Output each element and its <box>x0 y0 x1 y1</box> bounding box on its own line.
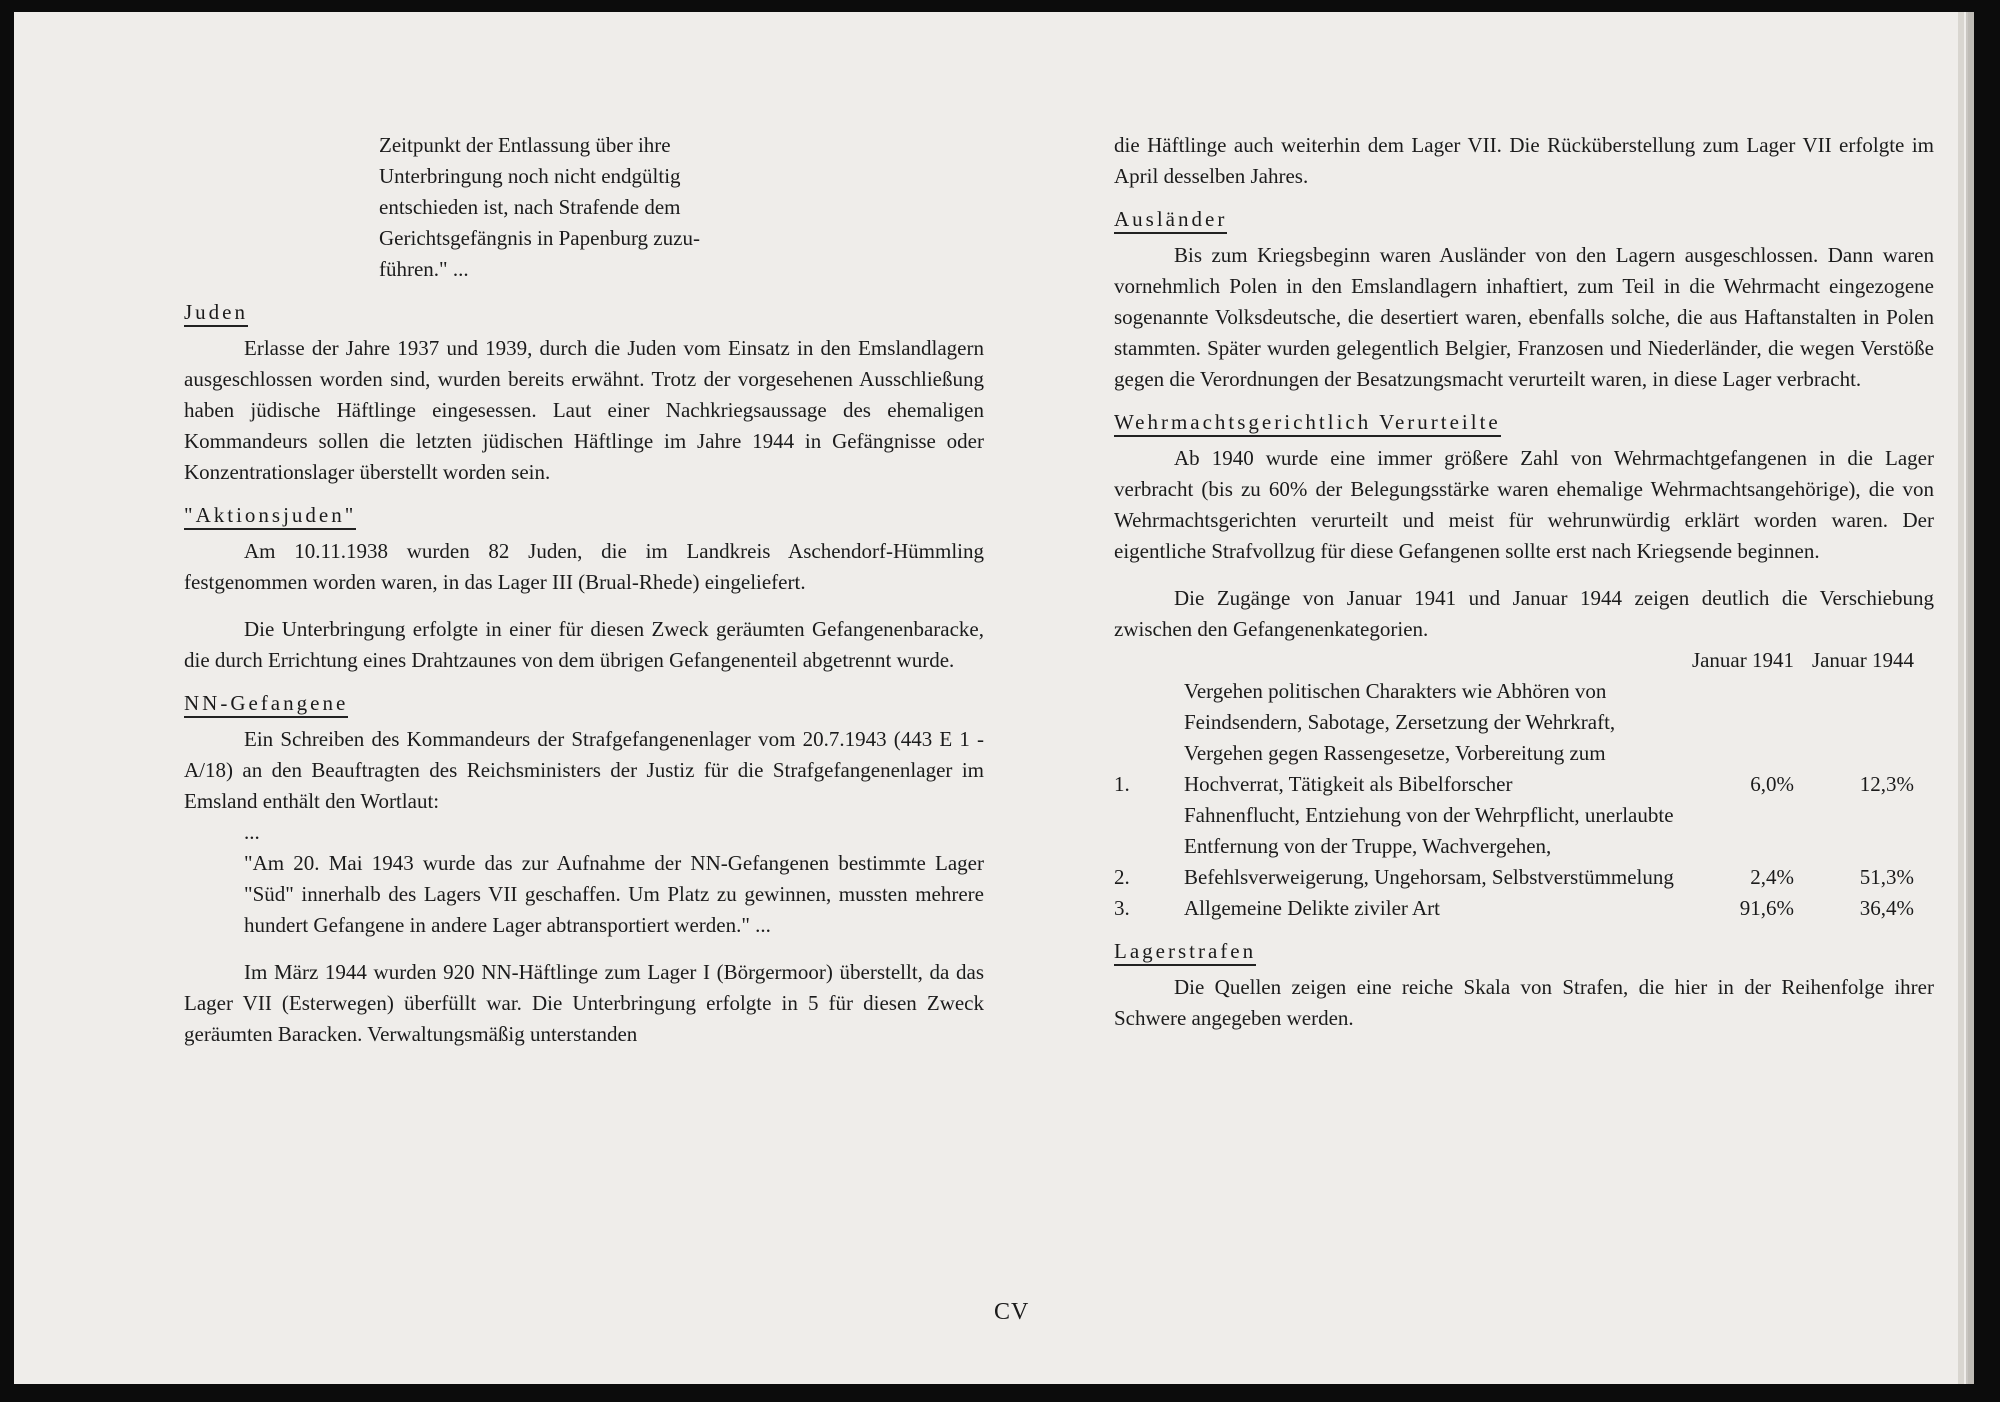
row-value-1941: 2,4% <box>1750 865 1794 889</box>
intro-line: entschieden ist, nach Strafende dem <box>379 195 681 219</box>
row-description: Vergehen politischen Charakters wie Abhören von Feindsendern, Sabotage, Zersetzung der Wehrkraft, Vergehen gegen Rassengesetze, Vorbereitung zum Hochverrat, Tätigkeit als Bibelforscher <box>1184 679 1616 796</box>
statistics-table <box>1114 645 1914 924</box>
page-number: CV <box>994 1299 1030 1325</box>
heading-wehrmacht: Wehrmachtsgerichtlich Verurteilte <box>1114 409 1501 437</box>
row-description: Fahnenflucht, Entziehung von der Wehrpflicht, unerlaubte Entfernung von der Truppe, Wachvergehen, Befehlsverweigerung, Ungehorsam, Selbstverstümmelung <box>1184 803 1674 889</box>
intro-line: Gerichtsgefängnis in Papenburg zuzu- <box>379 226 700 250</box>
aktionsjuden-paragraph-1: Am 10.11.1938 wurden 82 Juden, die im Landkreis Aschendorf-Hümmling festgenommen worden waren, in das Lager III (Brual-Rhede) eingeliefert. <box>184 539 984 594</box>
auslaender-paragraph: Bis zum Kriegsbeginn waren Ausländer von den Lagern ausgeschlossen. Dann waren vornehmlich Polen in den Emslandlagern inhaftiert, zum Teil in die Wehrmacht eingezogene sogenannte Volksdeutsche, die desertiert waren, ebenfalls solche, die aus Haftanstalten in Polen stammten. Später wurden gelegentlich Belgier, Franzosen und Niederländer, die wegen Verstöße gegen die Verordnungen der Besatzungsmacht verurteilt waren, in diese Lager verbracht. <box>1114 243 1934 391</box>
lagerstrafen-paragraph: Die Quellen zeigen eine reiche Skala von Strafen, die hier in der Reihenfolge ihrer Schwere angegeben werden. <box>1114 975 1934 1030</box>
intro-line: Zeitpunkt der Entlassung über ihre <box>379 133 671 157</box>
heading-aktionsjuden: "Aktionsjuden" <box>184 502 356 530</box>
table-row <box>1114 893 1914 924</box>
intro-quote <box>184 130 984 285</box>
intro-line: führen." ... <box>379 257 469 281</box>
heading-lagerstrafen: Lagerstrafen <box>1114 938 1256 966</box>
row-number: 2. <box>1114 865 1130 889</box>
wehrmacht-paragraph-2: Die Zugänge von Januar 1941 und Januar 1944 zeigen deutlich die Verschiebung zwischen den Gefangenenkategorien. <box>1114 586 1934 641</box>
table-row <box>1114 676 1914 800</box>
document-page <box>14 12 1969 1384</box>
aktionsjuden-paragraph-2: Die Unterbringung erfolgte in einer für diesen Zweck geräumten Gefangenenbaracke, die durch Errichtung eines Drahtzaunes von dem übrigen Gefangenenteil abgetrennt wurde. <box>184 617 984 672</box>
page-edge <box>1958 12 1964 1384</box>
continuation-paragraph: die Häftlinge auch weiterhin dem Lager VII. Die Rücküberstellung zum Lager VII erfolgte im April desselben Jahres. <box>1114 133 1934 188</box>
nn-quote: "Am 20. Mai 1943 wurde das zur Aufnahme der NN-Gefangenen bestimmte Lager "Süd" innerhalb des Lagers VII geschaffen. Um Platz zu gewinnen, mussten mehrere hundert Gefangene in andere Lager abtransportiert werden." ... <box>244 851 984 937</box>
page-edge <box>1968 12 1974 1384</box>
right-column <box>1114 130 1934 1034</box>
heading-juden: Juden <box>184 299 248 327</box>
row-value-1941: 6,0% <box>1750 772 1794 796</box>
row-number: 1. <box>1114 772 1130 796</box>
left-column <box>184 130 984 1050</box>
nn-paragraph-1: Ein Schreiben des Kommandeurs der Strafgefangenenlager vom 20.7.1943 (443 E 1 - A/18) an den Beauftragten des Reichsministers der Justiz für die Strafgefangenenlager im Emsland enthält den Wortlaut: <box>184 727 984 813</box>
column-header-1941: Januar 1941 <box>1691 648 1794 672</box>
heading-nn-gefangene: NN-Gefangene <box>184 690 348 718</box>
table-row <box>1114 800 1914 893</box>
row-value-1944: 36,4% <box>1859 896 1914 920</box>
intro-line: Unterbringung noch nicht endgültig <box>379 164 681 188</box>
column-header-1944: Januar 1944 <box>1811 648 1914 672</box>
row-value-1944: 12,3% <box>1859 772 1914 796</box>
nn-ellipsis: ... <box>244 820 260 844</box>
row-value-1944: 51,3% <box>1859 865 1914 889</box>
table-header-row <box>1114 645 1914 676</box>
row-value-1941: 91,6% <box>1739 896 1794 920</box>
juden-paragraph: Erlasse der Jahre 1937 und 1939, durch die Juden vom Einsatz in den Emslandlagern ausgeschlossen worden sind, wurden bereits erwähnt. Trotz der vorgesehenen Ausschließung haben jüdische Häftlinge eingesessen. Laut einer Nachkriegsaussage des ehemaligen Kommandeurs sollen die letzten jüdischen Häftlinge im Jahre 1944 in Gefängnisse oder Konzentrationslager überstellt worden sein. <box>184 336 984 484</box>
heading-auslaender: Ausländer <box>1114 206 1227 234</box>
nn-paragraph-2: Im März 1944 wurden 920 NN-Häftlinge zum Lager I (Börgermoor) überstellt, da das Lager VII (Esterwegen) überfüllt war. Die Unterbringung erfolgte in 5 für diesen Zweck geräumten Baracken. Verwaltungsmäßig unterstanden <box>184 960 984 1046</box>
wehrmacht-paragraph-1: Ab 1940 wurde eine immer größere Zahl von Wehrmachtgefangenen in die Lager verbracht (bis zu 60% der Belegungsstärke waren ehemalige Wehrmachtsangehörige), die von Wehrmachtsgerichten verurteilt und meist für wehrunwürdig erklärt worden waren. Der eigentliche Strafvollzug für diese Gefangenen sollte erst nach Kriegsende beginnen. <box>1114 446 1934 563</box>
row-number: 3. <box>1114 896 1130 920</box>
row-description: Allgemeine Delikte ziviler Art <box>1184 896 1440 920</box>
